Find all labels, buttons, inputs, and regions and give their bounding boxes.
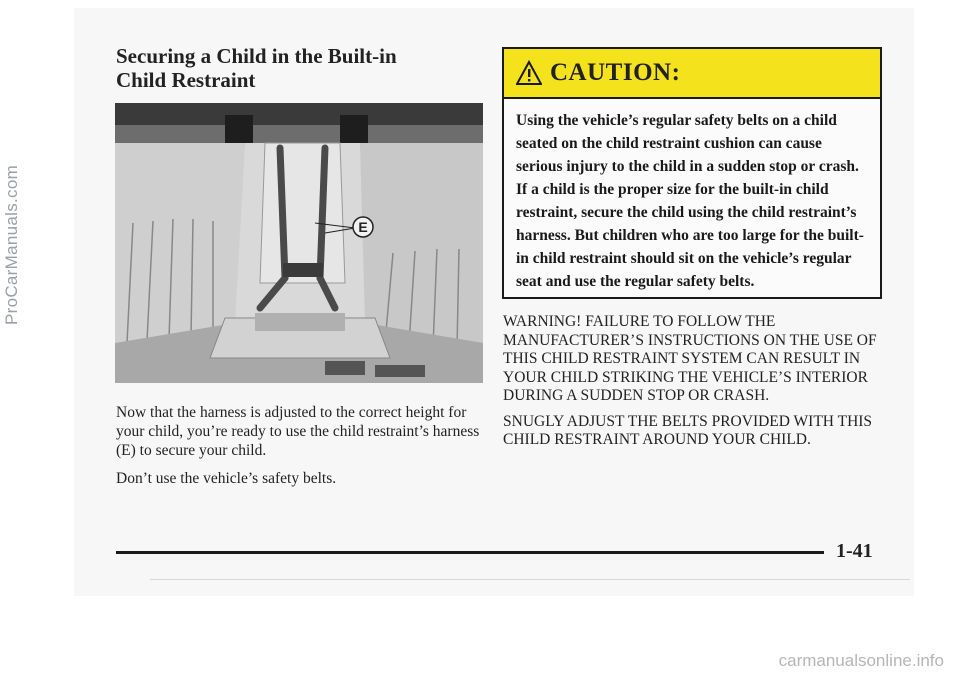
side-watermark: ProCarManuals.com <box>2 164 21 326</box>
title-line-1: Securing a Child in the Built-in <box>116 44 397 68</box>
body-paragraph-2: Don’t use the vehicle’s safety belts. <box>116 470 337 487</box>
warning-paragraph-1: WARNING! FAILURE TO FOLLOW THE MANUFACTURER’S INSTRUCTIONS ON THE USE OF THIS CHILD RESTRAINT SYSTEM CAN RESULT IN YOUR CHILD STRIKING THE VEHICLE’S INTERIOR DURING A SUDDEN STOP OR CRASH. <box>503 313 877 404</box>
page-number: 1-41 <box>836 540 873 562</box>
warning-triangle-icon <box>516 60 542 86</box>
section-title <box>116 44 416 92</box>
bottom-watermark: carmanualsonline.info <box>778 651 944 670</box>
caution-label: CAUTION: <box>550 59 681 86</box>
body-paragraph-1: Now that the harness is adjusted to the correct height for your child, you’re ready to use the child restraint’s harness (E) to secure your child. <box>116 404 480 459</box>
warning-text <box>503 313 883 457</box>
callout-e: E <box>358 219 368 235</box>
caution-text: Using the vehicle’s regular safety belts on a child seated on the child restraint cushion can cause serious injury to the child in a sudden stop or crash. If a child is the proper size for the built-in child restraint, secure the child using the child restraint’s harness. But children who are too large for the built-in child restraint should sit on the vehicle’s regular seat and use the regular safety belts. <box>516 112 864 290</box>
title-line-2: Child Restraint <box>116 68 256 92</box>
footer-rule <box>116 551 824 554</box>
caution-header <box>504 49 880 99</box>
rear-seat-child-restraint-illustration <box>115 103 483 383</box>
warning-paragraph-2: SNUGLY ADJUST THE BELTS PROVIDED WITH THIS CHILD RESTRAINT AROUND YOUR CHILD. <box>503 412 873 448</box>
faint-divider <box>150 579 910 580</box>
instructions-text <box>116 403 488 497</box>
caution-box <box>502 47 882 299</box>
